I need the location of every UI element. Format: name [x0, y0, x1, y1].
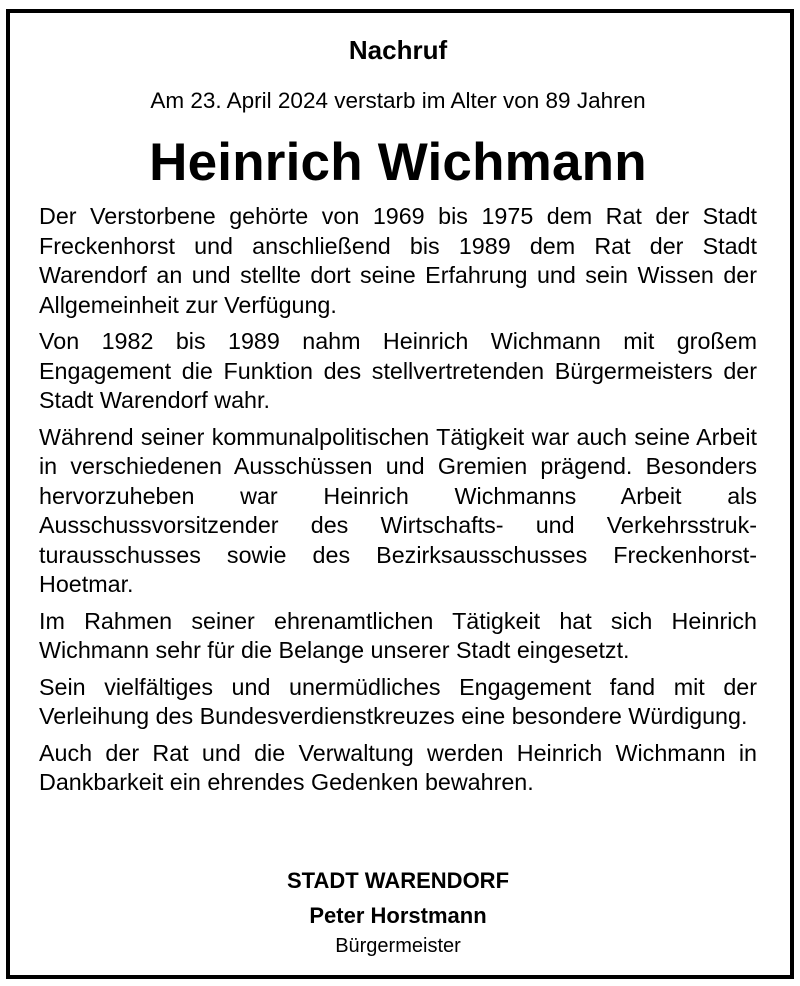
signature-name: Peter Horstmann	[309, 903, 487, 928]
body-paragraph: Während seiner kommunalpolitischen Tätigkeit war auch seine Arbeit in verschiedenen Ausschüssen und Gremien prägend. Besonders hervorzuheben war Heinrich Wichmanns Arbeit als Ausschussvorsitzender des Wirtschafts- und Verkehrsstrukturausschusses sowie des Bezirksausschusses Freckenhorst-Hoetmar.	[39, 423, 757, 597]
notice-body	[39, 202, 757, 805]
notice-title: Nachruf	[348, 35, 448, 65]
body-paragraph: Auch der Rat und die Verwaltung werden Heinrich Wichmann in Dankbarkeit ein ehrendes Gedenken bewahren.	[39, 739, 757, 795]
body-paragraph: Sein vielfältiges und unermüdliches Engagement fand mit der Verleihung des Bundesverdienstkreuzes eine besondere Würdigung.	[39, 673, 757, 729]
signature-organization: STADT WARENDORF	[286, 868, 510, 893]
body-paragraph: Im Rahmen seiner ehrenamtlichen Tätigkeit hat sich Heinrich Wichmann sehr für die Belange unserer Stadt eingesetzt.	[39, 607, 757, 663]
body-paragraph: Von 1982 bis 1989 nahm Heinrich Wichmann mit großem Engagement die Funktion des stellvertretenden Bürgermeisters der Stadt Warendorf wahr.	[39, 328, 757, 413]
deceased-name: Heinrich Wichmann	[149, 133, 647, 192]
signature-role: Bürgermeister	[335, 935, 461, 957]
notice-intro: Am 23. April 2024 verstarb im Alter von 89 Jahren	[150, 88, 646, 113]
body-paragraph: Der Verstorbene gehörte von 1969 bis 1975 dem Rat der Stadt Freckenhorst und anschließend bis 1989 dem Rat der Stadt Warendorf an und stellte dort seine Erfahrung und sein Wissen der Allgemeinheit zur Verfügung.	[39, 203, 757, 318]
